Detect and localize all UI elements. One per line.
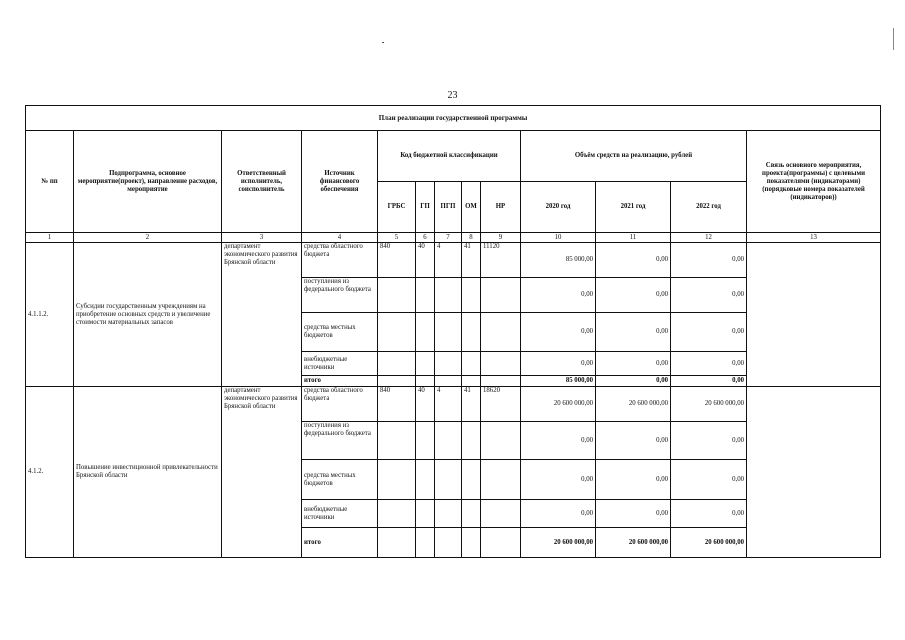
source-cell: средства местных бюджетов bbox=[302, 313, 378, 352]
grbs-cell bbox=[378, 313, 416, 352]
om-cell bbox=[462, 376, 481, 387]
amount-2021: 0,00 bbox=[596, 460, 671, 500]
grbs-cell bbox=[378, 376, 416, 387]
block-number: 4.1.1.2. bbox=[26, 243, 74, 387]
pgp-cell bbox=[435, 460, 462, 500]
col-number: 2 bbox=[74, 233, 222, 243]
om-cell bbox=[462, 422, 481, 460]
col-number: 4 bbox=[302, 233, 378, 243]
block-name: Субсидии государственным учреждениям на приобретение основных средств и увеличение стоимости материальных запасов bbox=[74, 243, 222, 387]
col-number: 9 bbox=[481, 233, 521, 243]
om-cell: 41 bbox=[462, 387, 481, 422]
gp-cell bbox=[416, 460, 435, 500]
table-row bbox=[26, 243, 881, 278]
amount-2020: 0,00 bbox=[521, 313, 596, 352]
amount-2021: 20 600 000,00 bbox=[596, 387, 671, 422]
header-budget-code: Код бюджетной классификации bbox=[378, 131, 521, 182]
nr-cell bbox=[481, 460, 521, 500]
gp-cell bbox=[416, 313, 435, 352]
amount-2021: 0,00 bbox=[596, 422, 671, 460]
nr-cell: 18620 bbox=[481, 387, 521, 422]
amount-2020: 0,00 bbox=[521, 500, 596, 528]
om-cell bbox=[462, 500, 481, 528]
source-cell: внебюджетные источники bbox=[302, 352, 378, 376]
amount-2020: 0,00 bbox=[521, 278, 596, 313]
source-cell: внебюджетные источники bbox=[302, 500, 378, 528]
table-title: План реализации государственной программы bbox=[26, 106, 881, 131]
col-number: 13 bbox=[747, 233, 881, 243]
amount-2020: 0,00 bbox=[521, 460, 596, 500]
block-number: 4.1.2. bbox=[26, 387, 74, 558]
gp-cell bbox=[416, 528, 435, 558]
header-source: Источник финансового обеспечения bbox=[302, 131, 378, 233]
header-grbs: ГРБС bbox=[378, 182, 416, 233]
amount-2020: 20 600 000,00 bbox=[521, 387, 596, 422]
total-2022: 20 600 000,00 bbox=[671, 528, 747, 558]
col-number: 5 bbox=[378, 233, 416, 243]
pgp-cell bbox=[435, 313, 462, 352]
total-2020: 85 000,00 bbox=[521, 376, 596, 387]
source-cell: поступления из федерального бюджета bbox=[302, 422, 378, 460]
grbs-cell bbox=[378, 460, 416, 500]
amount-2021: 0,00 bbox=[596, 352, 671, 376]
amount-2021: 0,00 bbox=[596, 313, 671, 352]
nr-cell bbox=[481, 352, 521, 376]
grbs-cell bbox=[378, 422, 416, 460]
gp-cell bbox=[416, 500, 435, 528]
pgp-cell bbox=[435, 352, 462, 376]
om-cell bbox=[462, 352, 481, 376]
amount-2021: 0,00 bbox=[596, 278, 671, 313]
nr-cell bbox=[481, 500, 521, 528]
source-cell: средства областного бюджета bbox=[302, 243, 378, 278]
header-num: № пп bbox=[26, 131, 74, 233]
grbs-cell bbox=[378, 352, 416, 376]
total-2022: 0,00 bbox=[671, 376, 747, 387]
om-cell bbox=[462, 278, 481, 313]
nr-cell bbox=[481, 422, 521, 460]
amount-2022: 0,00 bbox=[671, 500, 747, 528]
amount-2020: 0,00 bbox=[521, 422, 596, 460]
header-subprogram: Подпрограмма, основное мероприятие(проект), направление расходов, мероприятие bbox=[74, 131, 222, 233]
link-cell bbox=[747, 387, 881, 558]
pgp-cell bbox=[435, 500, 462, 528]
total-2021: 20 600 000,00 bbox=[596, 528, 671, 558]
source-cell: средства местных бюджетов bbox=[302, 460, 378, 500]
gp-cell bbox=[416, 352, 435, 376]
header-responsible: Ответственный исполнитель, соисполнитель bbox=[222, 131, 302, 233]
nr-cell bbox=[481, 528, 521, 558]
col-number: 11 bbox=[596, 233, 671, 243]
om-cell bbox=[462, 460, 481, 500]
gp-cell bbox=[416, 422, 435, 460]
om-cell: 41 bbox=[462, 243, 481, 278]
header-om: ОМ bbox=[462, 182, 481, 233]
scan-speck bbox=[382, 42, 384, 43]
pgp-cell: 4 bbox=[435, 387, 462, 422]
gp-cell bbox=[416, 376, 435, 387]
header-gp: ГП bbox=[416, 182, 435, 233]
pgp-cell bbox=[435, 422, 462, 460]
gp-cell: 40 bbox=[416, 243, 435, 278]
source-cell: итого bbox=[302, 376, 378, 387]
header-volume: Объём средств на реализацию, рублей bbox=[521, 131, 747, 182]
om-cell bbox=[462, 313, 481, 352]
grbs-cell: 840 bbox=[378, 387, 416, 422]
nr-cell: 11120 bbox=[481, 243, 521, 278]
amount-2022: 0,00 bbox=[671, 278, 747, 313]
pgp-cell bbox=[435, 278, 462, 313]
scan-edge-mark bbox=[893, 28, 894, 50]
nr-cell bbox=[481, 313, 521, 352]
link-cell bbox=[747, 243, 881, 387]
col-number: 12 bbox=[671, 233, 747, 243]
header-link: Связь основного мероприятия, проекта(программы) с целевыми показателями (индикаторами) (порядковые номера показателей (индикаторов)) bbox=[747, 131, 881, 233]
program-plan-table bbox=[25, 105, 881, 558]
header-2022: 2022 год bbox=[671, 182, 747, 233]
total-2020: 20 600 000,00 bbox=[521, 528, 596, 558]
header-2021: 2021 год bbox=[596, 182, 671, 233]
gp-cell: 40 bbox=[416, 387, 435, 422]
om-cell bbox=[462, 528, 481, 558]
amount-2020: 0,00 bbox=[521, 352, 596, 376]
pgp-cell: 4 bbox=[435, 243, 462, 278]
total-2021: 0,00 bbox=[596, 376, 671, 387]
amount-2022: 0,00 bbox=[671, 460, 747, 500]
nr-cell bbox=[481, 376, 521, 387]
grbs-cell: 840 bbox=[378, 243, 416, 278]
amount-2022: 0,00 bbox=[671, 313, 747, 352]
amount-2020: 85 000,00 bbox=[521, 243, 596, 278]
grbs-cell bbox=[378, 278, 416, 313]
block-responsible: департамент экономического развития Брянской области bbox=[222, 387, 302, 558]
pgp-cell bbox=[435, 528, 462, 558]
grbs-cell bbox=[378, 500, 416, 528]
grbs-cell bbox=[378, 528, 416, 558]
source-cell: средства областного бюджета bbox=[302, 387, 378, 422]
col-number: 3 bbox=[222, 233, 302, 243]
header-nr: НР bbox=[481, 182, 521, 233]
amount-2022: 20 600 000,00 bbox=[671, 387, 747, 422]
page-number: 23 bbox=[447, 90, 458, 101]
col-number: 7 bbox=[435, 233, 462, 243]
col-number: 8 bbox=[462, 233, 481, 243]
amount-2021: 0,00 bbox=[596, 243, 671, 278]
col-number: 10 bbox=[521, 233, 596, 243]
source-cell: поступления из федерального бюджета bbox=[302, 278, 378, 313]
source-cell: итого bbox=[302, 528, 378, 558]
col-number: 6 bbox=[416, 233, 435, 243]
table-row bbox=[26, 387, 881, 422]
header-pgp: ПГП bbox=[435, 182, 462, 233]
block-responsible: департамент экономического развития Брянской области bbox=[222, 243, 302, 387]
block-name: Повышение инвестиционной привлекательности Брянской области bbox=[74, 387, 222, 558]
col-number: 1 bbox=[26, 233, 74, 243]
header-2020: 2020 год bbox=[521, 182, 596, 233]
amount-2022: 0,00 bbox=[671, 422, 747, 460]
pgp-cell bbox=[435, 376, 462, 387]
amount-2022: 0,00 bbox=[671, 352, 747, 376]
amount-2022: 0,00 bbox=[671, 243, 747, 278]
nr-cell bbox=[481, 278, 521, 313]
gp-cell bbox=[416, 278, 435, 313]
amount-2021: 0,00 bbox=[596, 500, 671, 528]
